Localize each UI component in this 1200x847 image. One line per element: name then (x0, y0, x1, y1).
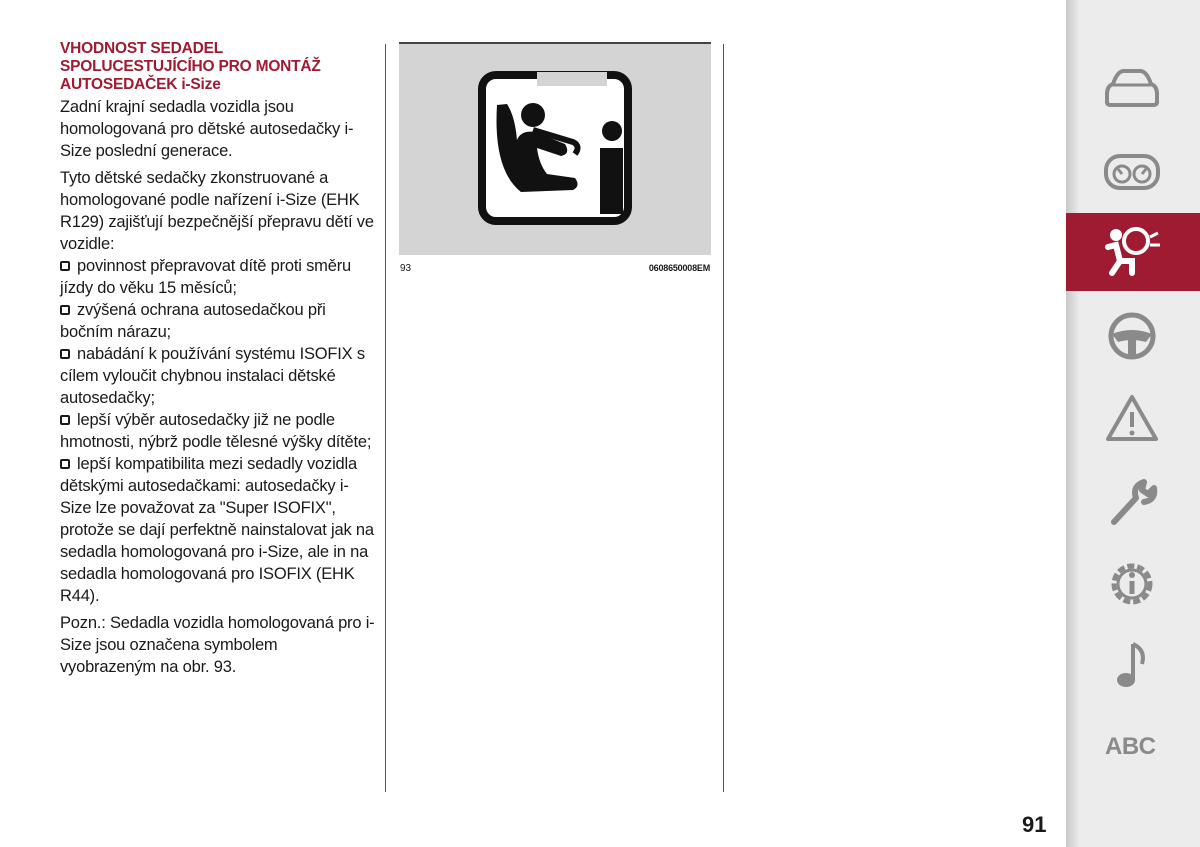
steering-wheel-icon[interactable] (1100, 312, 1164, 360)
wrench-icon[interactable] (1100, 478, 1164, 526)
bullet-box-icon (60, 459, 70, 469)
bullet-item: nabádání k používání systému ISOFIX s cílem vyloučit chybnou instalaci dětské autosedačky; (60, 345, 365, 407)
standards-paragraph: Tyto dětské sedačky zkonstruované a homologované podle nařízení i-Size (EHK R129) zajišťují bezpečnější přepravu dětí ve vozidle: (60, 169, 374, 253)
i-size-child-seat-icon (477, 70, 633, 226)
bullet-box-icon (60, 349, 70, 359)
main-text-column (60, 40, 375, 683)
info-gear-icon[interactable] (1100, 560, 1164, 608)
section-heading (60, 40, 375, 94)
abc-index-link[interactable]: ABC (1105, 733, 1156, 760)
figure-code: 0608650008EM (648, 263, 710, 273)
airbag-icon[interactable] (1100, 228, 1164, 276)
heading-line-3: AUTOSEDAČEK i-Size (60, 76, 221, 93)
bullet-box-icon (60, 415, 70, 425)
bullet-item: zvýšená ochrana autosedačkou při bočním nárazu; (60, 301, 326, 341)
warning-triangle-icon[interactable] (1100, 394, 1164, 442)
page-number: 91 (1022, 812, 1047, 837)
music-note-icon[interactable] (1100, 642, 1164, 690)
figure-number: 93 (400, 263, 412, 274)
bullet-box-icon (60, 305, 70, 315)
figure-93 (399, 44, 711, 255)
bullet-item: lepší výběr autosedačky již ne podle hmotnosti, nýbrž podle tělesné výšky dítěte; (60, 411, 372, 451)
intro-paragraph: Zadní krajní sedadla vozidla jsou homologovaná pro dětské autosedačky i-Size poslední generace. (60, 98, 354, 160)
dashboard-icon[interactable] (1100, 148, 1164, 196)
heading-line-1: VHODNOST SEDADEL (60, 40, 224, 57)
bullet-item: povinnost přepravovat dítě proti směru jízdy do věku 15 měsíců; (60, 257, 351, 297)
bullet-item: lepší kompatibilita mezi sedadly vozidla dětskými autosedačkami: autosedačky i-Size lze považovat za "Super ISOFIX", protože se dají perfektně nainstalovat jak na sedadla homologovaná pro i-Size, ale in na sedadla homologovaná pro ISOFIX (EHK R44). (60, 455, 374, 605)
bullet-box-icon (60, 261, 70, 271)
heading-line-2: SPOLUCESTUJÍCÍHO PRO MONTÁŽ (60, 58, 321, 75)
column-divider-left (385, 44, 386, 792)
car-icon[interactable] (1100, 64, 1164, 112)
sidebar-shadow (1066, 0, 1080, 847)
column-divider-right (723, 44, 724, 792)
note-paragraph: Pozn.: Sedadla vozidla homologovaná pro i-Size jsou označena symbolem vyobrazeným na obr. 93. (60, 614, 375, 676)
